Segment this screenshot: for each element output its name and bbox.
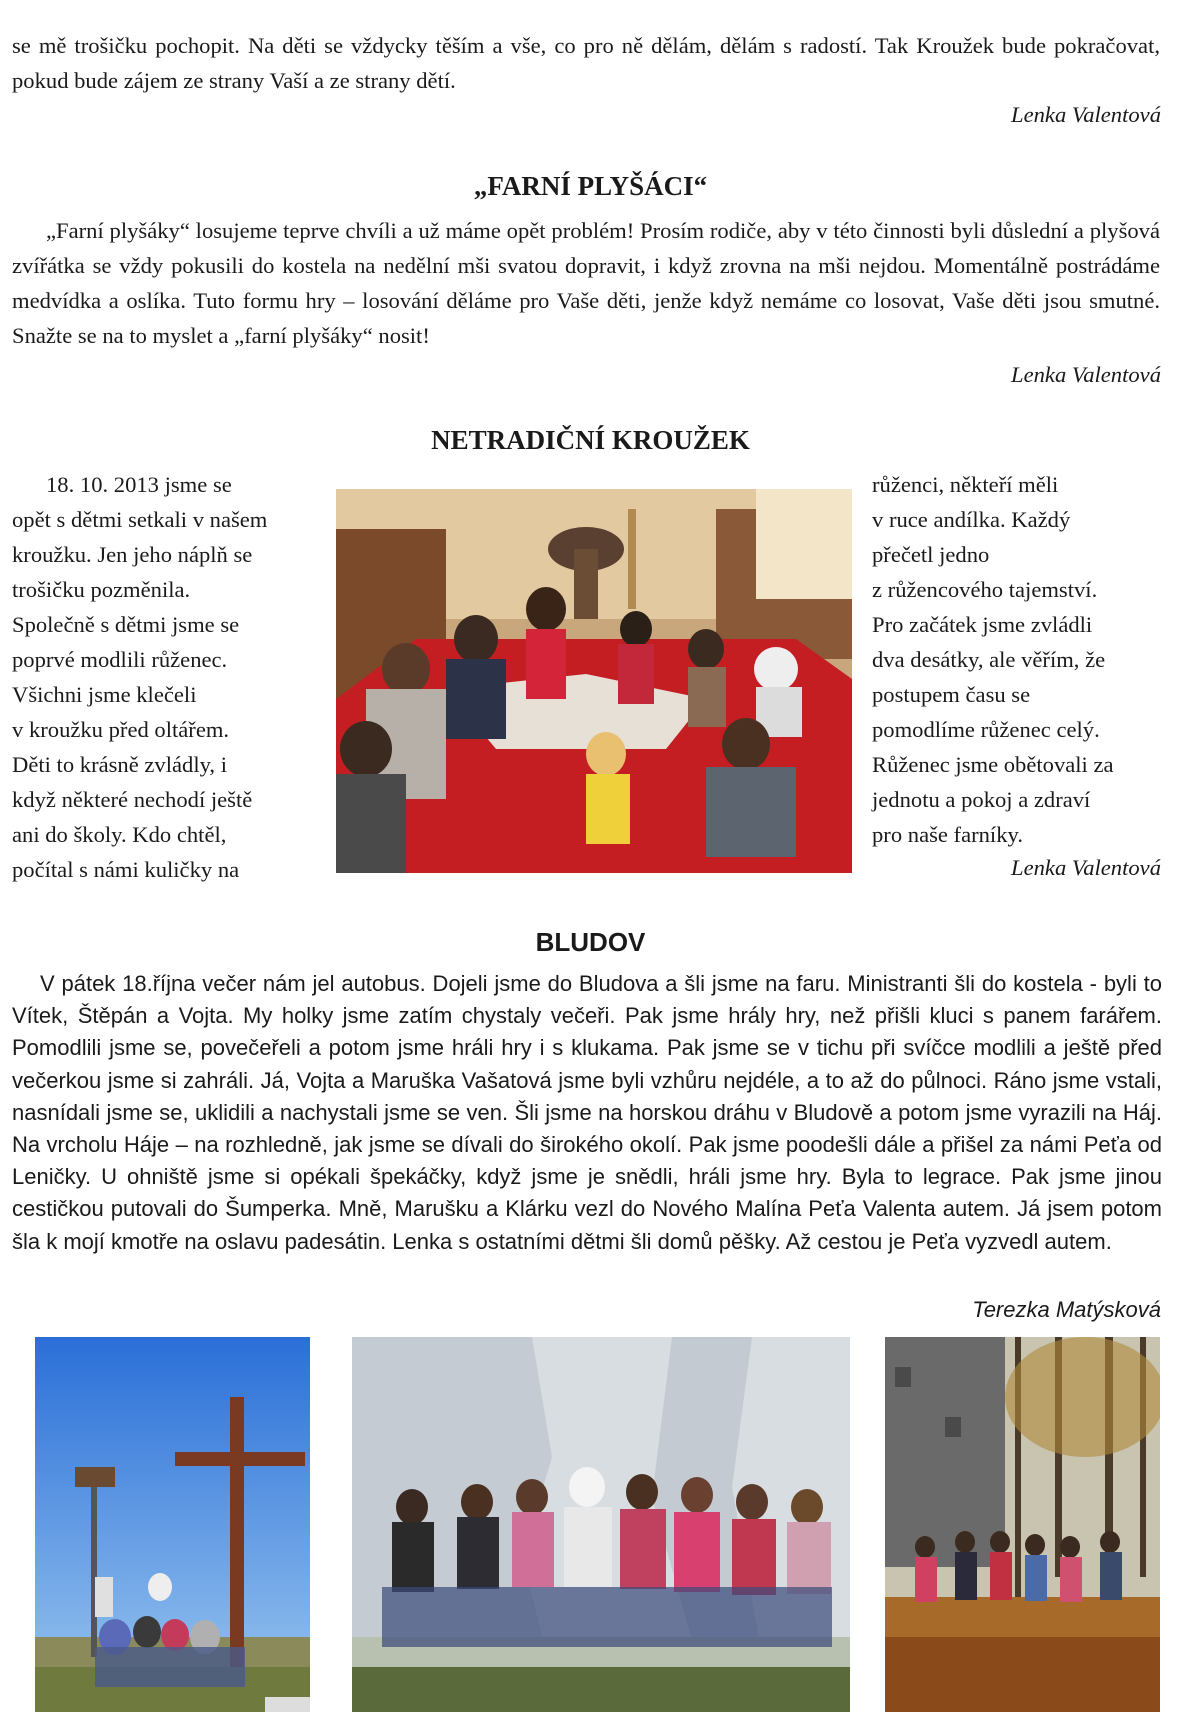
krouzek-right-line: přečetl jedno bbox=[872, 542, 990, 567]
forest-tower-photo bbox=[885, 1337, 1160, 1712]
netradicni-krouzek-heading: NETRADIČNÍ KROUŽEK bbox=[431, 425, 750, 455]
krouzek-left-line: 18. 10. 2013 jsme se bbox=[46, 472, 232, 497]
krouzek-signature: Lenka Valentová bbox=[1011, 855, 1161, 880]
krouzek-right-line: postupem času se bbox=[872, 682, 1031, 707]
krouzek-left-line: počítal s námi kuličky na bbox=[12, 857, 240, 882]
krouzek-right-line: Růženec jsme obětovali za bbox=[872, 752, 1114, 777]
krouzek-left-line: kroužku. Jen jeho náplň se bbox=[12, 542, 253, 567]
krouzek-right-line: Pro začátek jsme zvládli bbox=[872, 612, 1093, 637]
krouzek-right-line: pomodlíme růženec celý. bbox=[872, 717, 1100, 742]
krouzek-left-line: ani do školy. Kdo chtěl, bbox=[12, 822, 227, 847]
krouzek-left-line: v kroužku před oltářem. bbox=[12, 717, 230, 742]
farni-plysaci-signature: Lenka Valentová bbox=[1011, 362, 1161, 387]
krouzek-left-line: Děti to krásně zvládly, i bbox=[12, 752, 227, 777]
krouzek-left-line: Všichni jsme klečeli bbox=[12, 682, 197, 707]
krouzek-right-line: jednotu a pokoj a zdraví bbox=[872, 787, 1091, 812]
krouzek-left-column bbox=[12, 467, 334, 887]
krouzek-right-line: pro naše farníky. bbox=[872, 822, 1023, 847]
krouzek-right-line: růženci, někteří měli bbox=[872, 472, 1059, 497]
farni-plysaci-heading: „FARNÍ PLYŠÁCI“ bbox=[473, 171, 708, 201]
intro-paragraph: se mě trošičku pochopit. Na děti se vždycky těším a vše, co pro ně dělám, dělám s radostí. Tak Kroužek bude pokračovat, pokud bude zájem ze strany Vaší a ze strany dětí. bbox=[12, 33, 1160, 93]
group-wall-photo bbox=[352, 1337, 850, 1712]
krouzek-right-line: z růžencového tajemství. bbox=[872, 577, 1098, 602]
cross-hill-photo bbox=[35, 1337, 310, 1712]
bludov-paragraph: V pátek 18.října večer nám jel autobus. Dojeli jsme do Bludova a šli jsme na faru. Ministranti šli do kostela - byli to Vítek, Štěpán a Vojta. My holky jsme zatím chystaly večeři. Pak jsme hrály hry, než přišli kluci s panem farářem. Pomodlili jsme se, povečeřeli a potom jsme hráli hry i s klukama. Pak jsme se v tichu při svíčce modlili a ještě před večerkou jsme si zahráli. Já, Vojta a Maruška Vašatová jsme byli vzhůru nejdéle, a to až do půlnoci. Ráno jsme vstali, nasnídali jsme se, uklidili a nachystali jsme se ven. Šli jsme na horskou dráhu v Bludově a potom jsme vyrazili na Háj. Na vrcholu Háje – na rozhledně, jak jsme se dívali do širokého okolí. Pak jsme poodešli dále a přišel za námi Peťa od Leničky. U ohniště jsme si opékali špekáčky, když jsme je snědli, hráli jsme hry. Byla to legrace. Pak jsme jinou cestičkou putovali do Šumperka. Mně, Marušku a Klárku vezl do Nového Malína Peťa Valenta autem. Já jsem potom šla k mojí kmotře na oslavu padesátin. Lenka s ostatními dětmi šli domů pěšky. Až cestou je Peťa vyzvedl autem. bbox=[12, 971, 1162, 1254]
krouzek-left-line: když některé nechodí ještě bbox=[12, 787, 253, 812]
krouzek-left-line: poprvé modlili růženec. bbox=[12, 647, 228, 672]
church-children-photo bbox=[336, 489, 852, 873]
krouzek-left-line: trošičku pozměnila. bbox=[12, 577, 191, 602]
krouzek-right-line: dva desátky, ale věřím, že bbox=[872, 647, 1106, 672]
krouzek-left-line: Společně s dětmi jsme se bbox=[12, 612, 240, 637]
bludov-heading: BLUDOV bbox=[535, 927, 646, 957]
farni-plysaci-paragraph: „Farní plyšáky“ losujeme teprve chvíli a už máme opět problém! Prosím rodiče, aby v této činnosti byli důslední a plyšová zvířátka se vždy pokusili do kostela na nedělní mši svatou dopravit, i když zrovna na mši nejdou. Momentálně postrádáme medvídka a oslíka. Tuto formu hry – losování děláme pro Vaše děti, jenže když nemáme co losovat, Vaše děti jsou smutné. Snažte se na to myslet a „farní plyšáky“ nosit! bbox=[12, 218, 1160, 348]
intro-signature: Lenka Valentová bbox=[1011, 102, 1161, 127]
krouzek-right-column bbox=[872, 467, 1172, 852]
bludov-signature: Terezka Matýsková bbox=[972, 1297, 1161, 1322]
krouzek-left-line: opět s dětmi setkali v našem bbox=[12, 507, 268, 532]
krouzek-right-line: v ruce andílka. Každý bbox=[872, 507, 1071, 532]
